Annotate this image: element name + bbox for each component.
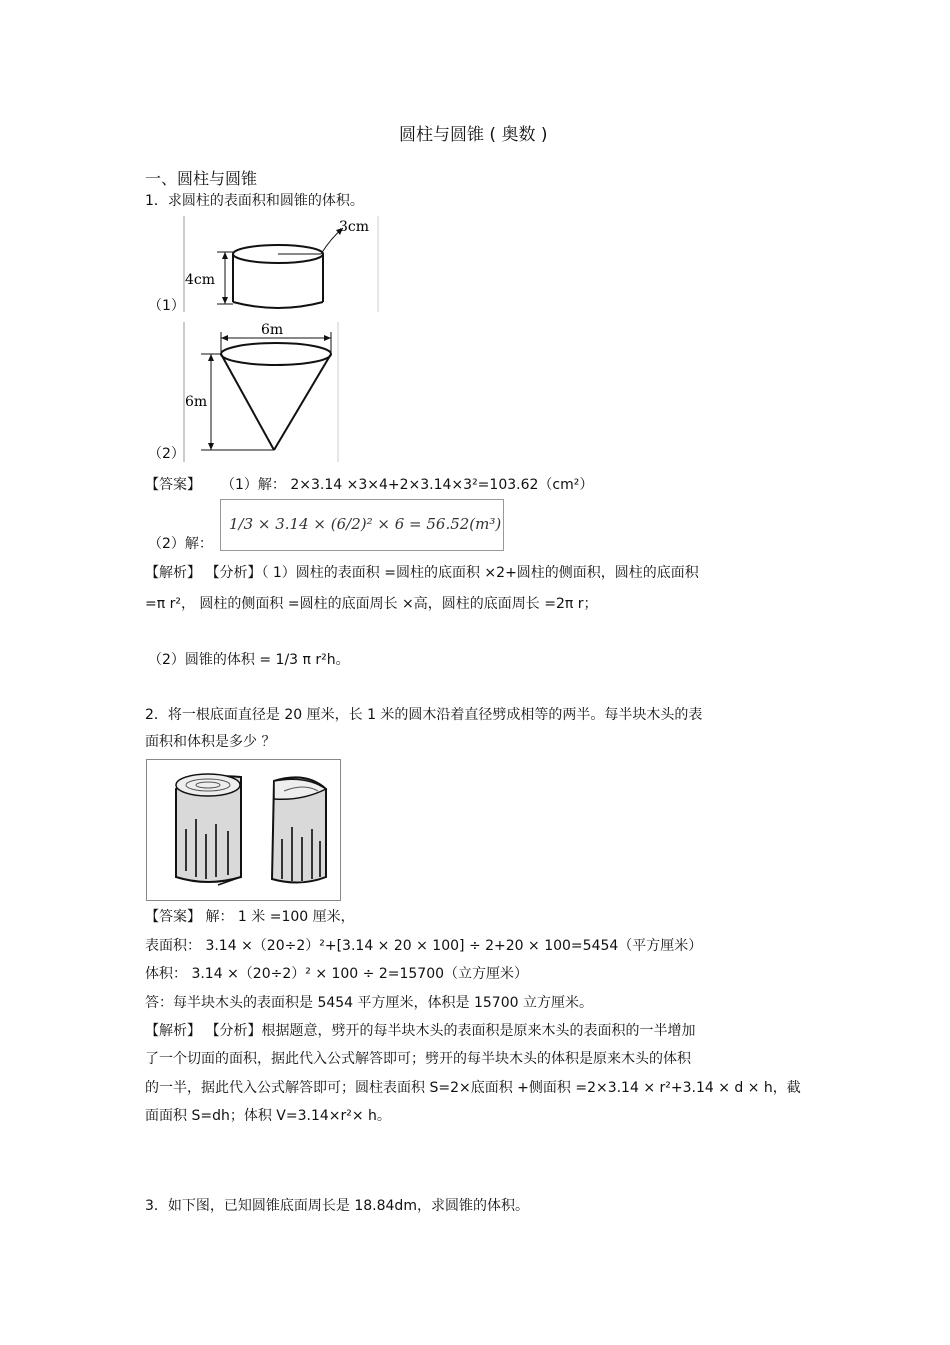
answer-2-line-2: 表面积： 3.14 ×（20÷2）²+[3.14 × 20 × 100] ÷ 2+20 × 100=5454（平方厘米） — [145, 938, 703, 954]
answer-2-formula: 1/3 × 3.14 × (6/2)² × 6 = 56.52(m³) — [229, 515, 502, 533]
analysis-2-line-3: 的一半，据此代入公式解答即可；圆柱表面积 S=2×底面积 +侧面积 =2×3.14 × r²+3.14 × d × h，截 — [145, 1080, 801, 1096]
analysis-2-line-2: 了一个切面的面积，据此代入公式解答即可；劈开的每半块木头的体积是原来木头的体积 — [145, 1051, 691, 1067]
cone-height-label: 6m — [185, 394, 208, 410]
answer-2-line-3: 体积： 3.14 ×（20÷2）² × 100 ÷ 2=15700（立方厘米） — [145, 966, 529, 982]
cylinder-figure — [183, 216, 379, 312]
question-1-label-2: （2） — [148, 446, 185, 462]
answer-tag-1: 【答案】 — [145, 477, 201, 493]
question-1-stem: 1．求圆柱的表面积和圆锥的体积。 — [145, 193, 364, 209]
question-2-stem-2: 面积和体积是多少 ？ — [145, 734, 276, 750]
question-3-stem: 3．如下图，已知圆锥底面周长是 18.84dm，求圆锥的体积。 — [145, 1198, 529, 1214]
analysis-2-line-1: 【解析】 【分析】根据题意，劈开的每半块木头的表面积是原来木头的表面积的一半增加 — [145, 1023, 696, 1039]
split-log-figure — [146, 759, 341, 901]
analysis-2-line-4: 面面积 S=dh；体积 V=3.14×r²× h。 — [145, 1108, 391, 1124]
answer-2-line-1: 【答案】 解： 1 米 =100 厘米， — [145, 909, 355, 925]
question-1-label-1: （1） — [148, 298, 185, 314]
height-label: 4cm — [185, 272, 216, 288]
answer-2-line-4: 答：每半块木头的表面积是 5454 平方厘米，体积是 15700 立方厘米。 — [145, 995, 593, 1011]
diameter-label: 6m — [261, 322, 284, 338]
section-heading: 一、圆柱与圆锥 — [145, 169, 258, 188]
page-title: 圆柱与圆锥 ( 奥数 ) — [399, 125, 548, 145]
answer-1-text: （1）解： 2×3.14 ×3×4+2×3.14×3²=103.62（cm²） — [221, 477, 594, 493]
analysis-1-line-3: （2）圆锥的体积 = 1/3 π r²h。 — [148, 652, 350, 668]
cone-figure — [183, 322, 339, 462]
question-2-stem-1: 2．将一根底面直径是 20 厘米，长 1 米的圆木沿着直径劈成相等的两半。每半块木头的表 — [145, 707, 703, 723]
analysis-1-line-2: =π r²， 圆柱的侧面积 =圆柱的底面周长 ×高，圆柱的底面周长 =2π r； — [145, 596, 598, 612]
answer-2-formula-box — [220, 499, 504, 551]
answer-2-label: （2）解： — [148, 536, 213, 552]
analysis-1-line-1: 【解析】 【分析】（ 1）圆柱的表面积 =圆柱的底面积 ×2+圆柱的侧面积，圆柱的底面积 — [145, 565, 699, 581]
radius-label: 3cm — [339, 219, 370, 235]
